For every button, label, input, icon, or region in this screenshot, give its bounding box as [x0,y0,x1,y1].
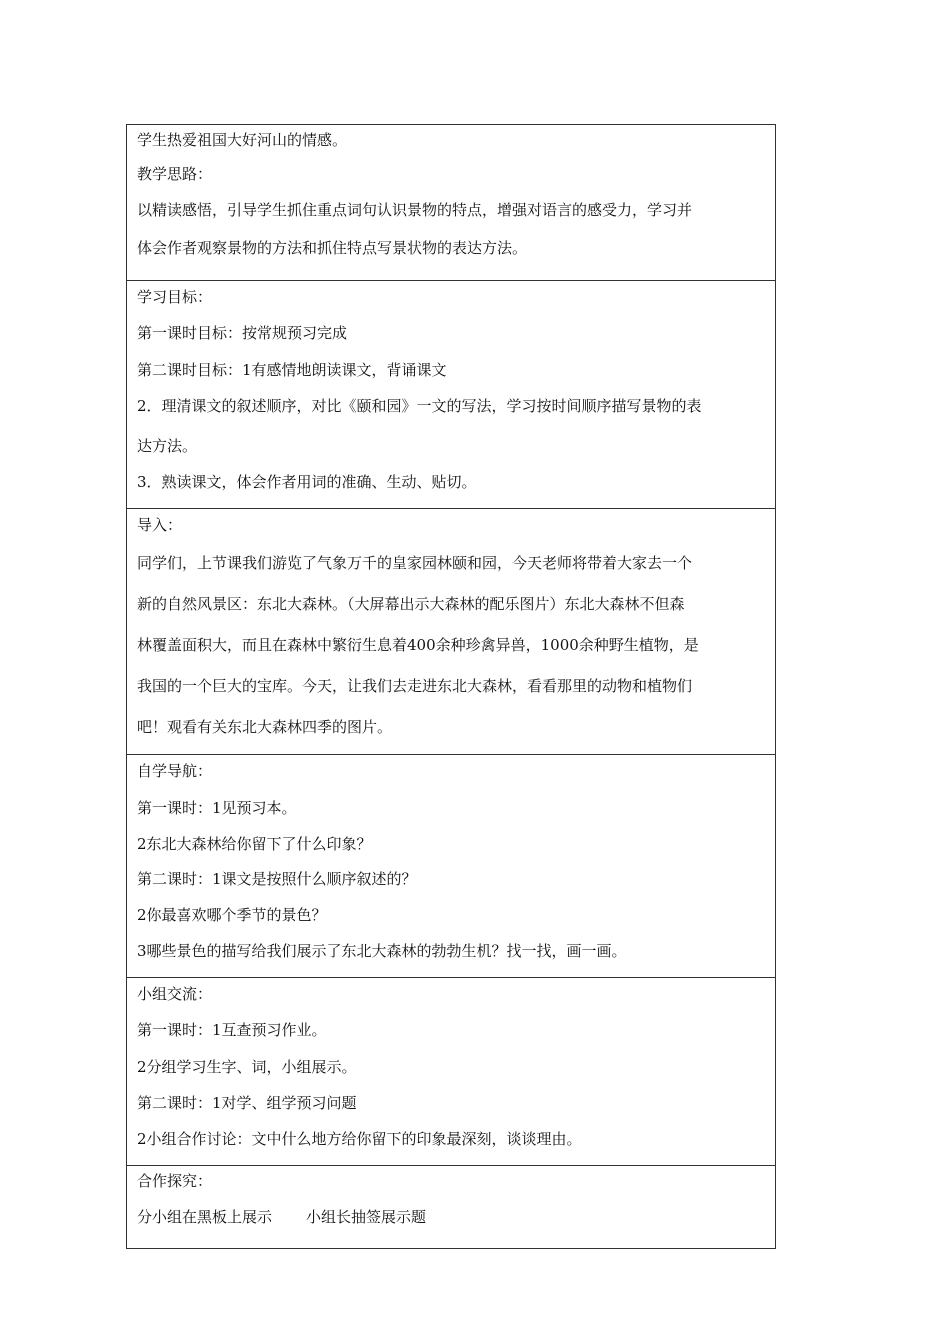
text-line: 2小组合作讨论：文中什么地方给你留下的印象最深刻，谈谈理由。 [137,1130,582,1148]
text-line: 第二课时：1对学、组学预习问题 [137,1094,357,1112]
activity-item: 小组长抽签展示题 [306,1208,427,1226]
text-line: 第二课时目标：1有感情地朗读课文，背诵课文 [137,361,447,379]
text-line: 2东北大森林给你留下了什么印象？ [137,835,372,853]
text-line: 导入： [137,516,183,534]
text-line: 体会作者观察景物的方法和抓住特点写景状物的表达方法。 [137,239,528,257]
text-line: 自学导航： [137,762,213,780]
text-line: 同学们，上节课我们游览了气象万千的皇家园林颐和园，今天老师将带着大家去一个 [137,554,693,572]
lesson-plan-table [126,124,776,1249]
text-line: 3．熟读课文，体会作者用词的准确、生动、贴切。 [137,473,477,491]
text-line: 小组交流： [137,985,213,1003]
table-cell [127,978,776,1166]
text-line: 第一课时：1互查预习作业。 [137,1021,327,1039]
text-line: 第一课时目标：按常规预习完成 [137,324,348,342]
text-line: 学生热爱祖国大好河山的情感。 [137,131,348,149]
table-cell [127,281,776,509]
text-line: 合作探究： [137,1172,213,1190]
table-row-group-exchange [127,978,776,1166]
text-line: 以精读感悟，引导学生抓住重点词句认识景物的特点，增强对语言的感受力，学习并 [137,201,693,219]
text-line: 第一课时：1见预习本。 [137,799,297,817]
table-row-introduction [127,509,776,755]
table-cell [127,509,776,755]
text-line: 2分组学习生字、词，小组展示。 [137,1058,357,1076]
text-line [137,1206,765,1236]
text-line: 3哪些景色的描写给我们展示了东北大森林的勃勃生机？找一找，画一画。 [137,942,627,960]
table-row-objectives [127,281,776,509]
text-line: 学习目标： [137,288,213,306]
table-cell [127,125,776,281]
text-line: 林覆盖面积大，而且在森林中繁衍生息着400余种珍禽异兽，1000余种野生植物，是 [137,636,699,654]
table-row-thinking [127,125,776,281]
table-row-cooperative-inquiry [127,1166,776,1249]
text-line: 教学思路： [137,165,213,183]
table-cell [127,1166,776,1249]
text-line: 2．理清课文的叙述顺序，对比《颐和园》一文的写法，学习按时间顺序描写景物的表 [137,397,702,415]
activity-item: 分小组在黑板上展示 [137,1208,273,1226]
text-line: 第二课时：1课文是按照什么顺序叙述的？ [137,870,417,888]
table-cell [127,755,776,978]
text-line: 2你最喜欢哪个季节的景色？ [137,906,327,924]
text-line: 新的自然风景区：东北大森林。（大屏幕出示大森林的配乐图片）东北大森林不但森 [137,595,685,613]
table-row-self-study [127,755,776,978]
text-line: 我国的一个巨大的宝库。今天，让我们去走进东北大森林，看看那里的动物和植物们 [137,677,693,695]
text-line: 达方法。 [137,437,198,455]
text-line: 吧！观看有关东北大森林四季的图片。 [137,718,393,736]
